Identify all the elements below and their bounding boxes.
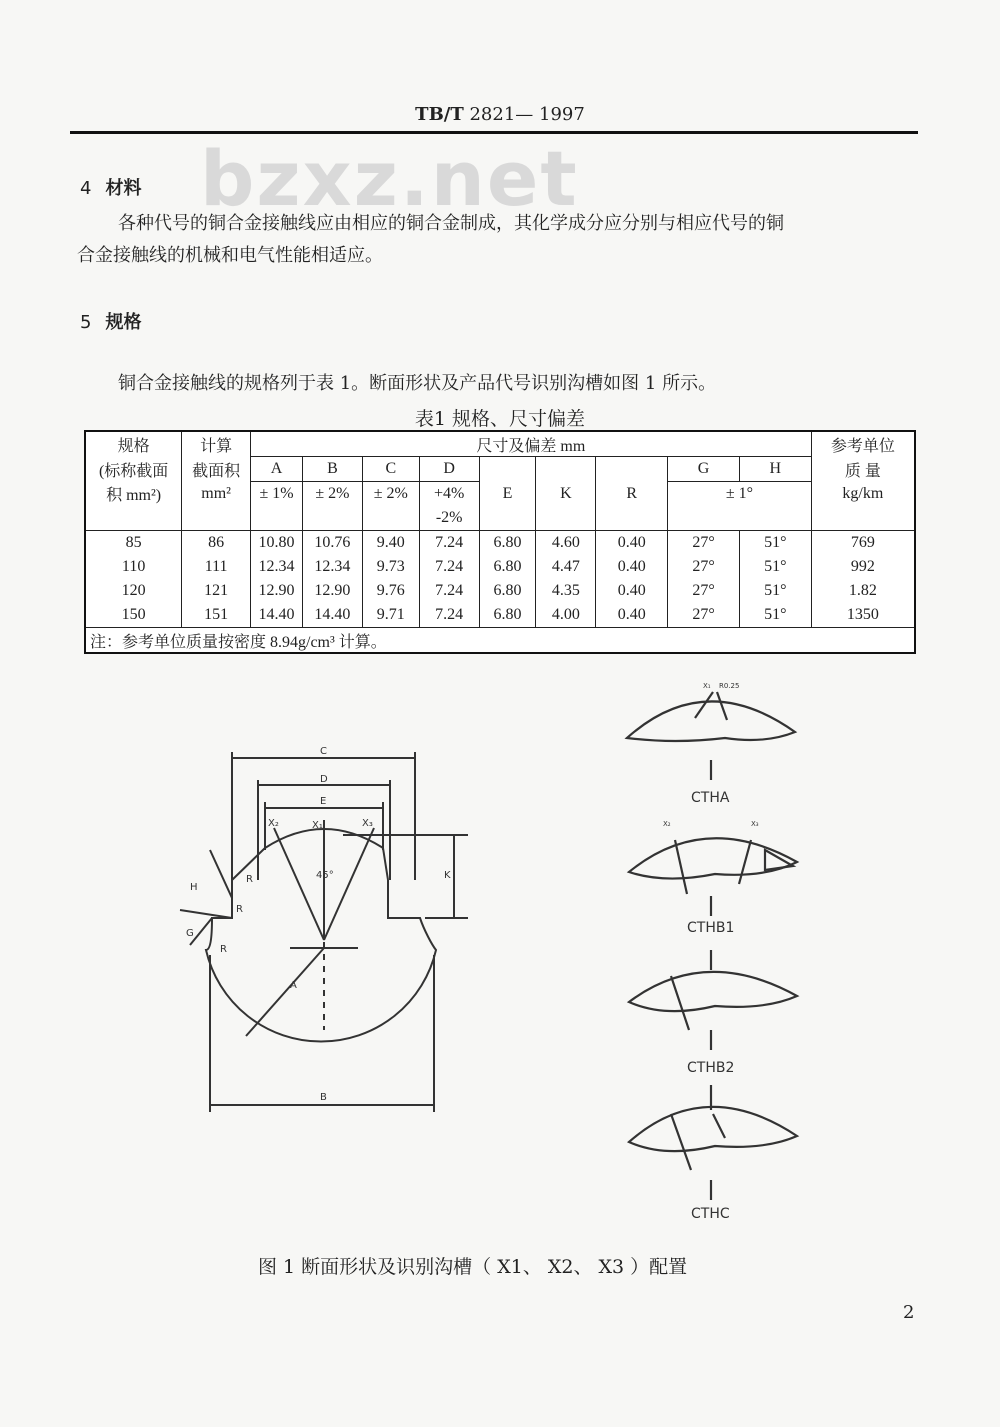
table-cell: 6.80 [479, 531, 536, 556]
groove-label-x1: X₁ [703, 682, 711, 690]
table-cell: 4.00 [536, 603, 596, 628]
table-cell: 14.40 [302, 603, 362, 628]
cross-section-diagram [170, 740, 470, 1120]
table-row [85, 579, 915, 603]
th-dims-group: 尺寸及偏差 mm [251, 431, 812, 457]
groove-label-r025: R0.25 [719, 682, 740, 690]
label-r3: R [220, 944, 227, 955]
table-cell: 7.24 [419, 603, 479, 628]
table-cell: 0.40 [596, 531, 668, 556]
table-cell: 27° [668, 531, 740, 556]
section-5-number: 5 [80, 312, 92, 333]
ctha-shape [627, 701, 795, 741]
page-header [0, 104, 1000, 125]
table-cell: 1350 [811, 603, 915, 628]
groove-label-x3: X₃ [751, 820, 759, 828]
table-cell: 85 [85, 531, 182, 556]
table-cell: 7.24 [419, 531, 479, 556]
section-5-body: 铜合金接触线的规格列于表 1。断面形状及产品代号识别沟槽如图 1 所示。 [118, 373, 717, 394]
th-spec-3: 积 mm²) [85, 482, 182, 507]
th-area-1: 计算 [182, 431, 251, 457]
table-cell: 0.40 [596, 603, 668, 628]
table-cell: 51° [739, 555, 811, 579]
table-cell: 12.34 [302, 555, 362, 579]
label-x1: X₁ [312, 820, 323, 831]
table-cell: 86 [182, 531, 251, 556]
table-cell: 27° [668, 603, 740, 628]
watermark: bzxz.net [200, 134, 579, 223]
th-tol-b-blank [302, 506, 362, 531]
table-cell: 27° [668, 555, 740, 579]
table-cell: 4.47 [536, 555, 596, 579]
label-x2: X₂ [268, 818, 279, 829]
th-spec-1: 规格 [85, 431, 182, 457]
th-area-2: 截面积 [182, 457, 251, 482]
th-spec-blank [85, 506, 182, 531]
label-d: D [320, 774, 328, 785]
table-cell: 12.90 [251, 579, 303, 603]
table-cell: 4.35 [536, 579, 596, 603]
label-k: K [444, 870, 451, 881]
table-cell: 6.80 [479, 579, 536, 603]
variant-label-cthb2: CTHB2 [687, 1060, 735, 1076]
th-col-d: D [419, 457, 479, 482]
th-ref-2: 质 量 [811, 457, 915, 482]
table-cell: 6.80 [479, 603, 536, 628]
table-cell: 992 [811, 555, 915, 579]
label-a: A [290, 980, 297, 991]
groove-variants-diagram [615, 670, 825, 1240]
table-cell: 9.40 [362, 531, 419, 556]
section-4-number: 4 [80, 178, 92, 199]
th-col-r: R [596, 457, 668, 531]
variant-label-ctha: CTHA [691, 790, 730, 806]
label-g: G [186, 928, 194, 939]
th-col-a: A [251, 457, 303, 482]
th-col-b: B [302, 457, 362, 482]
table-row [85, 531, 915, 556]
th-col-e: E [479, 457, 536, 531]
table-cell: 51° [739, 531, 811, 556]
label-e: E [320, 796, 327, 807]
table-cell: 14.40 [251, 603, 303, 628]
th-tol-a-blank [251, 506, 303, 531]
section-4-heading [80, 174, 141, 200]
table-cell: 9.73 [362, 555, 419, 579]
th-ref-1: 参考单位 [811, 431, 915, 457]
table-cell: 151 [182, 603, 251, 628]
table-cell: 9.76 [362, 579, 419, 603]
table-cell: 9.71 [362, 603, 419, 628]
table-cell: 10.80 [251, 531, 303, 556]
th-tol-gh: ± 1° [668, 482, 812, 507]
table-cell: 7.24 [419, 579, 479, 603]
th-tol-c-blank [362, 506, 419, 531]
table-cell: 12.34 [251, 555, 303, 579]
cthb1-shape [629, 838, 797, 878]
th-ref-blank [811, 506, 915, 531]
variant-label-cthc: CTHC [691, 1206, 730, 1222]
th-area-3: mm² [182, 482, 251, 507]
table-row [85, 603, 915, 628]
table-cell: 150 [85, 603, 182, 628]
section-5-heading [80, 308, 141, 334]
th-tol-a: ± 1% [251, 482, 303, 507]
label-x3: X₃ [362, 818, 373, 829]
table-cell: 12.90 [302, 579, 362, 603]
table-cell: 1.82 [811, 579, 915, 603]
table-row [85, 555, 915, 579]
cthb2-shape [629, 972, 797, 1011]
section-4-title: 材料 [105, 178, 142, 199]
cthc-shape [629, 1107, 797, 1151]
table-cell: 51° [739, 579, 811, 603]
section-5-title: 规格 [105, 312, 142, 333]
standard-code: TB/T [415, 104, 464, 125]
variant-label-cthb1: CTHB1 [687, 920, 735, 936]
th-spec-2: (标称截面 [85, 457, 182, 482]
label-c: C [320, 746, 327, 757]
label-45deg: 45° [316, 870, 334, 881]
th-tol-b: ± 2% [302, 482, 362, 507]
table-cell: 111 [182, 555, 251, 579]
th-area-blank [182, 506, 251, 531]
table-cell: 7.24 [419, 555, 479, 579]
page-number: 2 [903, 1302, 915, 1323]
table-cell: 0.40 [596, 579, 668, 603]
table-cell: 27° [668, 579, 740, 603]
th-tol-c: ± 2% [362, 482, 419, 507]
th-tol-d-2: -2% [419, 506, 479, 531]
standard-number: 2821— 1997 [469, 104, 585, 125]
table-cell: 769 [811, 531, 915, 556]
label-r1: R [246, 874, 253, 885]
table-body [85, 531, 915, 628]
th-col-k: K [536, 457, 596, 531]
th-tol-d: +4% [419, 482, 479, 507]
label-r2: R [236, 904, 243, 915]
section-4-body-line1: 各种代号的铜合金接触线应由相应的铜合金制成，其化学成分应分别与相应代号的铜 [118, 213, 784, 234]
table-cell: 121 [182, 579, 251, 603]
table-cell: 10.76 [302, 531, 362, 556]
spec-table [84, 430, 916, 654]
table-note: 注：参考单位质量按密度 8.94g/cm³ 计算。 [85, 628, 915, 654]
th-col-c: C [362, 457, 419, 482]
table-cell: 4.60 [536, 531, 596, 556]
th-col-g: G [668, 457, 740, 482]
table-cell: 6.80 [479, 555, 536, 579]
groove-label-x2: X₂ [663, 820, 671, 828]
label-h: H [190, 882, 198, 893]
figure-caption: 图 1 断面形状及识别沟槽（ X1、 X2、 X3 ）配置 [258, 1256, 688, 1278]
section-4-body-line2: 合金接触线的机械和电气性能相适应。 [77, 245, 383, 266]
th-col-h: H [739, 457, 811, 482]
label-b: B [320, 1092, 327, 1103]
th-ref-3: kg/km [811, 482, 915, 507]
table-cell: 51° [739, 603, 811, 628]
table-cell: 0.40 [596, 555, 668, 579]
table-cell: 120 [85, 579, 182, 603]
th-tol-gh-blank [668, 506, 812, 531]
table-cell: 110 [85, 555, 182, 579]
table-caption: 表1 规格、尺寸偏差 [414, 408, 586, 430]
